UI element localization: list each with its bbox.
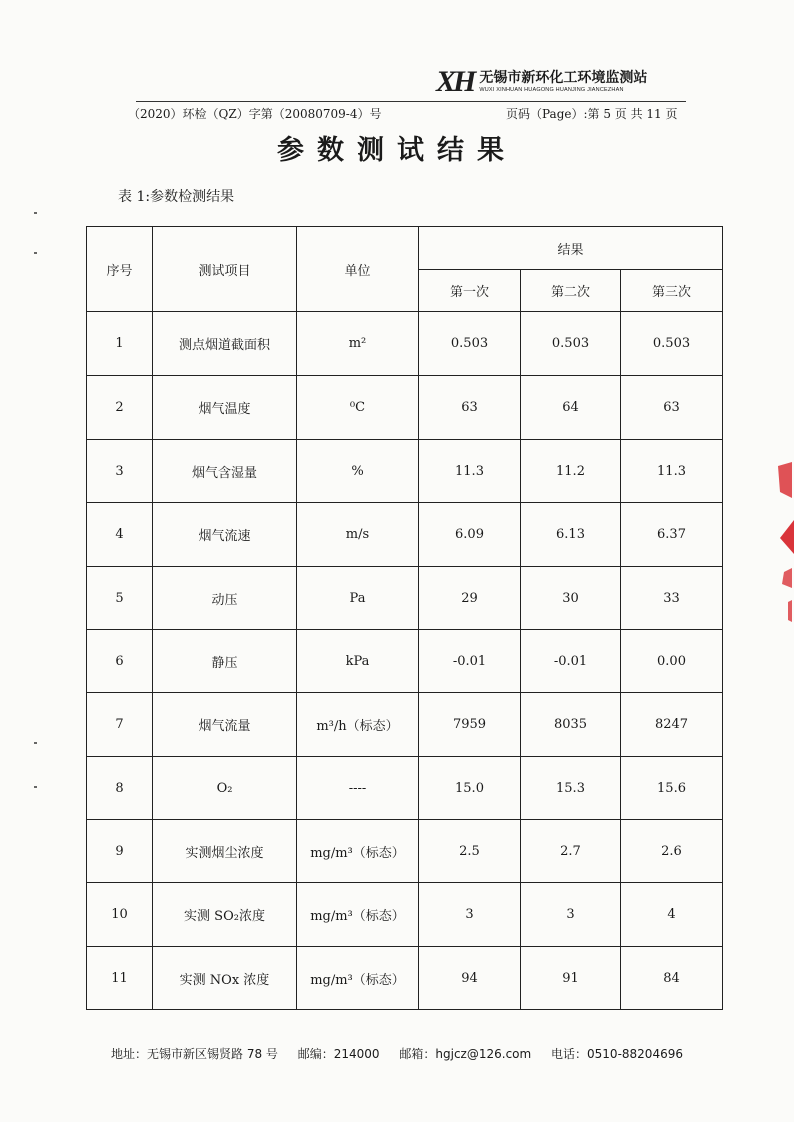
cell-r1: 2.5: [419, 820, 521, 883]
scan-speck: [34, 786, 37, 788]
cell-r2: 30: [521, 567, 621, 630]
company-logo: [436, 66, 647, 98]
cell-r2: 0.503: [521, 312, 621, 376]
cell-item: 静压: [153, 630, 297, 693]
results-table: [86, 226, 723, 1010]
cell-r3: 33: [621, 567, 723, 630]
header-run-1: 第一次: [419, 270, 521, 312]
cell-r1: -0.01: [419, 630, 521, 693]
cell-item: 烟气含湿量: [153, 440, 297, 503]
cell-r2: 15.3: [521, 757, 621, 820]
logo-mark: XH: [436, 65, 474, 98]
cell-unit: mg/m³（标态）: [297, 883, 419, 947]
seal-stamp-fragment: [776, 462, 794, 622]
cell-r3: 8247: [621, 693, 723, 757]
cell-no: 5: [87, 567, 153, 630]
cell-r3: 0.00: [621, 630, 723, 693]
cell-item: 测点烟道截面积: [153, 312, 297, 376]
logo-text: [479, 70, 647, 94]
footer-postcode: 邮编：214000: [297, 1047, 380, 1061]
header-item: 测试项目: [153, 227, 297, 312]
footer-address: 地址：无锡市新区锡贤路 78 号: [111, 1047, 278, 1061]
table-row: [87, 757, 723, 820]
cell-item: 烟气流速: [153, 503, 297, 567]
header-run-3: 第三次: [621, 270, 723, 312]
cell-r1: 94: [419, 947, 521, 1010]
cell-r3: 63: [621, 376, 723, 440]
scan-speck: [34, 742, 37, 744]
cell-r2: 2.7: [521, 820, 621, 883]
cell-r1: 6.09: [419, 503, 521, 567]
cell-no: 1: [87, 312, 153, 376]
cell-item: 动压: [153, 567, 297, 630]
cell-no: 8: [87, 757, 153, 820]
cell-unit: mg/m³（标态）: [297, 820, 419, 883]
cell-r3: 2.6: [621, 820, 723, 883]
footer: [0, 1045, 794, 1062]
cell-r2: 8035: [521, 693, 621, 757]
cell-unit: %: [297, 440, 419, 503]
cell-r1: 15.0: [419, 757, 521, 820]
cell-r1: 7959: [419, 693, 521, 757]
cell-r1: 11.3: [419, 440, 521, 503]
table-row: [87, 820, 723, 883]
table-row: [87, 630, 723, 693]
table-row: [87, 440, 723, 503]
cell-r3: 15.6: [621, 757, 723, 820]
cell-item: 实测烟尘浓度: [153, 820, 297, 883]
table-row: [87, 883, 723, 947]
cell-r3: 11.3: [621, 440, 723, 503]
cell-r2: -0.01: [521, 630, 621, 693]
cell-unit: ----: [297, 757, 419, 820]
table-caption: 表 1:参数检测结果: [118, 189, 235, 205]
cell-r2: 3: [521, 883, 621, 947]
scan-speck: [34, 252, 37, 254]
table-row: [87, 312, 723, 376]
cell-unit: mg/m³（标态）: [297, 947, 419, 1010]
cell-no: 2: [87, 376, 153, 440]
cell-unit: m²: [297, 312, 419, 376]
header-results: 结果: [419, 227, 723, 270]
cell-unit: ⁰C: [297, 376, 419, 440]
page-title: 参数测试结果: [277, 135, 517, 166]
cell-item: 实测 NOx 浓度: [153, 947, 297, 1010]
cell-unit: Pa: [297, 567, 419, 630]
cell-r2: 91: [521, 947, 621, 1010]
results-table-body: [87, 312, 723, 1010]
footer-email: 邮箱：hgjcz@126.com: [399, 1047, 532, 1061]
cell-r3: 6.37: [621, 503, 723, 567]
table-row: [87, 567, 723, 630]
header-run-2: 第二次: [521, 270, 621, 312]
header-rule: [136, 101, 686, 102]
cell-r3: 4: [621, 883, 723, 947]
cell-r2: 6.13: [521, 503, 621, 567]
cell-item: 烟气温度: [153, 376, 297, 440]
cell-r2: 11.2: [521, 440, 621, 503]
table-row: [87, 503, 723, 567]
cell-item: 烟气流量: [153, 693, 297, 757]
cell-r1: 0.503: [419, 312, 521, 376]
cell-unit: m³/h（标态）: [297, 693, 419, 757]
cell-no: 9: [87, 820, 153, 883]
cell-r1: 29: [419, 567, 521, 630]
cell-item: 实测 SO₂浓度: [153, 883, 297, 947]
table-row: [87, 947, 723, 1010]
cell-r3: 84: [621, 947, 723, 1010]
cell-unit: kPa: [297, 630, 419, 693]
cell-no: 10: [87, 883, 153, 947]
header-index: 序号: [87, 227, 153, 312]
cell-r2: 64: [521, 376, 621, 440]
cell-r3: 0.503: [621, 312, 723, 376]
page-number: 页码（Page）:第 5 页 共 11 页: [506, 107, 678, 121]
report-number: （2020）环检（QZ）字第（20080709-4）号: [128, 107, 382, 121]
cell-r1: 3: [419, 883, 521, 947]
cell-no: 6: [87, 630, 153, 693]
cell-unit: m/s: [297, 503, 419, 567]
table-row: [87, 693, 723, 757]
cell-no: 3: [87, 440, 153, 503]
company-name-cn: 无锡市新环化工环境监测站: [479, 70, 648, 86]
company-name-en: WUXI XINHUAN HUAGONG HUANJING JIANCEZHAN: [479, 87, 624, 93]
cell-r1: 63: [419, 376, 521, 440]
cell-item: O₂: [153, 757, 297, 820]
header-unit: 单位: [297, 227, 419, 312]
footer-phone: 电话：0510-88204696: [551, 1047, 683, 1061]
cell-no: 11: [87, 947, 153, 1010]
scan-speck: [34, 212, 37, 214]
cell-no: 4: [87, 503, 153, 567]
table-row: [87, 376, 723, 440]
cell-no: 7: [87, 693, 153, 757]
